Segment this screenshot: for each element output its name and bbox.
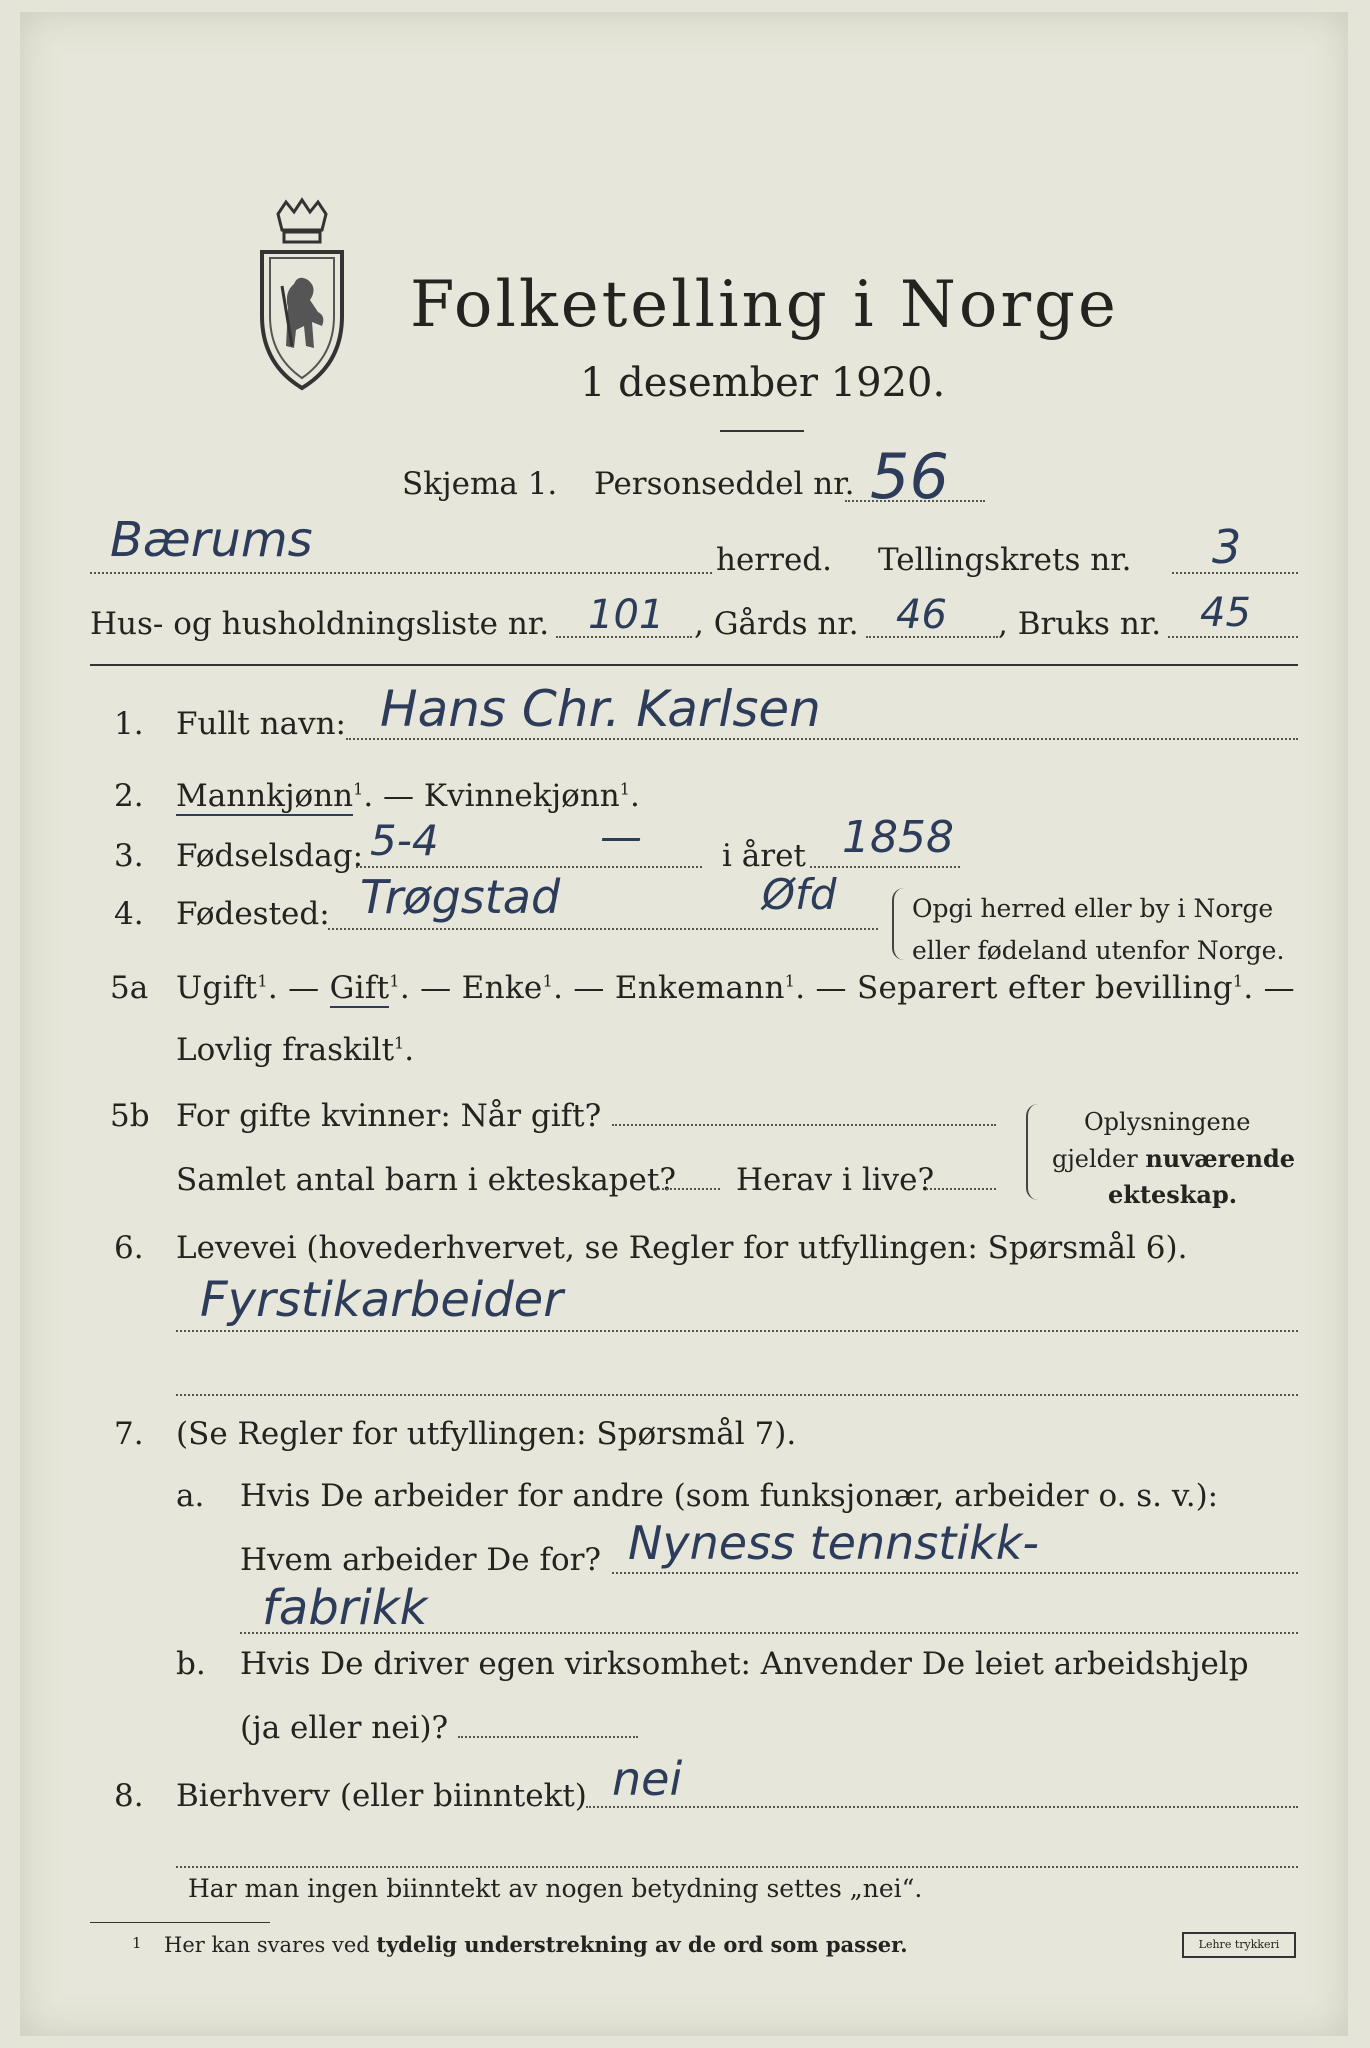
q5a-footnote-mark: 1: [784, 971, 796, 991]
birthdate-dash: —: [600, 812, 642, 861]
q5b-note-line3: ekteskap.: [1108, 1180, 1238, 1209]
birthdate-value: 5-4: [370, 816, 439, 865]
side-income-field[interactable]: [586, 1806, 1298, 1808]
census-date: 1 desember 1920.: [580, 360, 946, 406]
q7-label: (Se Regler for utfyllingen: Spørsmål 7).: [176, 1416, 797, 1452]
q7a-letter: a.: [176, 1478, 205, 1514]
tellingskrets-label: Tellingskrets nr.: [878, 542, 1132, 578]
marital-option-gift[interactable]: Gift: [329, 970, 390, 1006]
q2-footnote-mark: 1: [619, 779, 630, 799]
marital-status-options: [176, 970, 1295, 1006]
marital-option-enkemann[interactable]: Enkemann: [614, 970, 785, 1006]
q2-number: 2.: [114, 778, 144, 814]
skjema-label: Skjema 1.: [402, 466, 558, 502]
q5a-separator: . —: [267, 970, 320, 1006]
q5b-note-line2: [1052, 1144, 1295, 1173]
gards-label: , Gårds nr.: [694, 606, 859, 642]
sex-option-female[interactable]: Kvinnekjønn: [423, 778, 620, 814]
married-when-field[interactable]: [612, 1124, 996, 1126]
employer-field-line2[interactable]: [240, 1632, 1298, 1634]
birthplace-field[interactable]: [328, 928, 878, 930]
q5b-number: 5b: [110, 1098, 150, 1134]
q5a-footnote-mark: 1: [257, 971, 268, 991]
herred-field[interactable]: [90, 572, 712, 574]
marital-option-fraskilt[interactable]: Lovlig fraskilt: [176, 1032, 395, 1068]
personseddel-label: Personseddel nr.: [594, 466, 855, 502]
q5a-end: .: [404, 1032, 415, 1068]
q2-footnote-mark: 1: [353, 779, 364, 799]
q2-sex-options: [176, 778, 640, 814]
footer-note: Har man ingen biinntekt av nogen betydning settes „nei“.: [188, 1874, 923, 1903]
q5a-separator: . —: [399, 970, 452, 1006]
q5b-note-line2-bold: nuværende: [1145, 1144, 1296, 1173]
q4-label: Fødested:: [176, 896, 330, 932]
q5b-note-line2-text: gjelder: [1052, 1145, 1146, 1173]
q5b-note-brace: [1026, 1104, 1040, 1200]
full-name-value: Hans Chr. Karlsen: [380, 680, 821, 738]
q2-end: .: [629, 778, 640, 814]
q5b-children-label: Samlet antal barn i ekteskapet?: [176, 1162, 676, 1198]
q5a-footnote-mark: 1: [389, 971, 400, 991]
q5a-separator: . —: [795, 970, 847, 1006]
herred-label: herred.: [716, 542, 832, 578]
herred-value: Bærums: [110, 512, 313, 568]
birthplace-value-suffix: Øfd: [762, 870, 837, 919]
header-separator: [90, 664, 1298, 666]
children-alive-field[interactable]: [926, 1188, 996, 1190]
q5b-note-line1: Oplysningene: [1084, 1108, 1251, 1136]
q7b-question: Hvis De driver egen virksomhet: Anvender De leiet arbeidshjelp: [240, 1646, 1249, 1682]
personseddel-value: 56: [870, 440, 949, 513]
q5a-footnote-mark: 1: [542, 971, 554, 991]
q7a-question: Hvis De arbeider for andre (som funksjonær, arbeider o. s. v.):: [240, 1478, 1219, 1514]
q5a-footnote-mark: 1: [1232, 971, 1244, 991]
q5a-separator: . —: [553, 970, 605, 1006]
q8-label: Bierhverv (eller biinntekt): [176, 1778, 587, 1814]
employer-value-line1: Nyness tennstikk-: [628, 1516, 1039, 1570]
bruks-label: , Bruks nr.: [998, 606, 1162, 642]
children-count-field[interactable]: [654, 1188, 720, 1190]
occupation-value: Fyrstikarbeider: [200, 1272, 563, 1328]
footnote-text-plain: Her kan svares ved: [164, 1933, 377, 1957]
footnote-rule: [90, 1922, 270, 1923]
q5a-footnote-mark: 1: [394, 1033, 405, 1053]
bruks-field[interactable]: [1168, 636, 1298, 638]
full-name-field[interactable]: [346, 738, 1298, 740]
footnote-text-bold: tydelig understrekning av de ord som passer.: [376, 1932, 908, 1957]
title-divider: [720, 430, 804, 432]
gards-value: 46: [896, 592, 947, 638]
q4-note-brace: [892, 888, 906, 960]
marital-option-fraskilt-row: [176, 1032, 414, 1068]
q2-separator: . —: [363, 778, 424, 814]
q4-number: 4.: [114, 896, 144, 932]
birthyear-value: 1858: [842, 812, 954, 863]
husliste-value: 101: [588, 592, 665, 638]
bruks-value: 45: [1200, 590, 1251, 636]
form-title: Folketelling i Norge: [410, 268, 1119, 342]
q3-number: 3.: [114, 838, 144, 874]
occupation-field-line2[interactable]: [176, 1394, 1298, 1396]
q7b-letter: b.: [176, 1646, 206, 1682]
tellingskrets-value: 3: [1212, 520, 1242, 574]
marital-option-separert[interactable]: Separert efter bevilling: [857, 970, 1233, 1006]
q8-number: 8.: [114, 1778, 144, 1814]
norwegian-coat-of-arms-icon: [248, 196, 356, 396]
sex-option-male[interactable]: Mannkjønn: [176, 778, 354, 814]
q7b-yes-no-label: (ja eller nei)?: [240, 1710, 449, 1746]
birthyear-field[interactable]: [810, 866, 960, 868]
q7a-employer-label: Hvem arbeider De for?: [240, 1542, 602, 1578]
q1-label: Fullt navn:: [176, 706, 346, 742]
q6-number: 6.: [114, 1230, 144, 1266]
marital-option-ugift[interactable]: Ugift: [176, 970, 258, 1006]
footnote-text: [164, 1932, 908, 1957]
side-income-value: nei: [612, 1752, 683, 1806]
q4-note-line2: eller fødeland utenfor Norge.: [912, 936, 1285, 965]
husliste-label: Hus- og husholdningsliste nr.: [90, 606, 550, 642]
q1-number: 1.: [114, 706, 144, 742]
birthdate-field[interactable]: [356, 866, 702, 868]
printer-stamp: Lehre trykkeri: [1182, 1932, 1296, 1958]
q6-label: Levevei (hovederhvervet, se Regler for utfyllingen: Spørsmål 6).: [176, 1230, 1188, 1266]
employer-value-line2: fabrikk: [262, 1580, 428, 1636]
year-label: i året: [722, 838, 806, 874]
q5b-married-when-label: For gifte kvinner: Når gift?: [176, 1098, 602, 1134]
footnote-number: 1: [132, 1934, 142, 1952]
q4-note-line1: Opgi herred eller by i Norge: [912, 894, 1274, 923]
birthplace-value: Trøgstad: [360, 870, 561, 924]
occupation-field-line1[interactable]: [176, 1330, 1298, 1332]
hired-help-field[interactable]: [458, 1736, 638, 1738]
q5a-number: 5a: [110, 970, 149, 1006]
side-income-field-line2[interactable]: [176, 1866, 1298, 1868]
marital-option-enke[interactable]: Enke: [461, 970, 543, 1006]
q7-number: 7.: [114, 1416, 144, 1452]
employer-field[interactable]: [612, 1572, 1298, 1574]
q3-label: Fødselsdag:: [176, 838, 364, 874]
q5a-separator: . —: [1243, 970, 1295, 1006]
q5b-alive-label: Herav i live?: [736, 1162, 935, 1198]
